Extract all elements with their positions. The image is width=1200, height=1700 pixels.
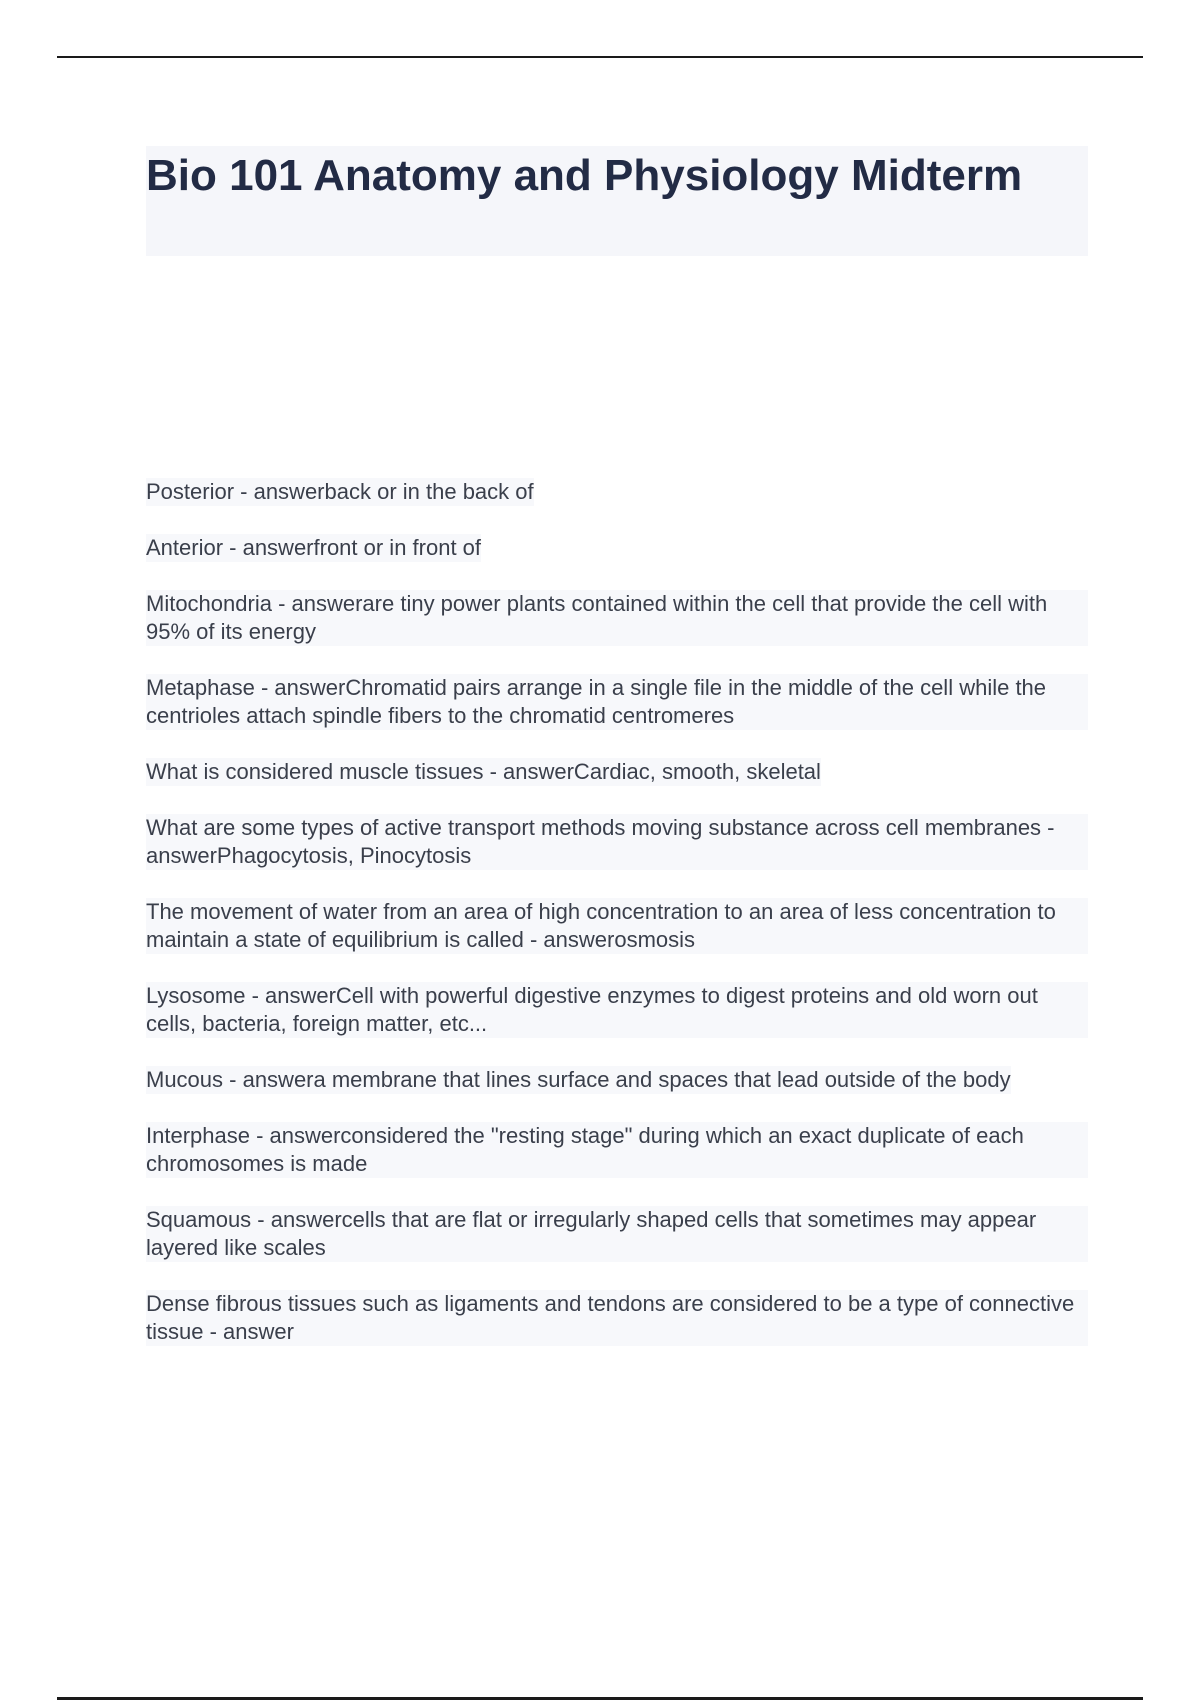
qa-item: Mucous - answera membrane that lines surface and spaces that lead outside of the body [146,1067,1011,1092]
qa-item: What is considered muscle tissues - answerCardiac, smooth, skeletal [146,759,821,784]
qa-item: The movement of water from an area of high concentration to an area of less concentration to maintain a state of equilibrium is called - answerosmosis [146,898,1088,954]
qa-item: Dense fibrous tissues such as ligaments and tendons are considered to be a type of connective tissue - answer [146,1290,1088,1346]
qa-item: Squamous - answercells that are flat or irregularly shaped cells that sometimes may appear layered like scales [146,1206,1088,1262]
qa-item: Metaphase - answerChromatid pairs arrange in a single file in the middle of the cell while the centrioles attach spindle fibers to the chromatid centromeres [146,674,1088,730]
page-title: Bio 101 Anatomy and Physiology Midterm [146,151,1023,200]
qa-item: What are some types of active transport methods moving substance across cell membranes - answerPhagocytosis, Pinocytosis [146,814,1088,870]
qa-item: Interphase - answerconsidered the "resting stage" during which an exact duplicate of each chromosomes is made [146,1122,1088,1178]
qa-item: Mitochondria - answerare tiny power plants contained within the cell that provide the cell with 95% of its energy [146,590,1088,646]
header-divider [57,56,1143,58]
qa-list [146,478,1096,1374]
qa-item: Anterior - answerfront or in front of [146,535,482,560]
qa-item: Lysosome - answerCell with powerful digestive enzymes to digest proteins and old worn out cells, bacteria, foreign matter, etc... [146,982,1088,1038]
qa-item: Posterior - answerback or in the back of [146,479,534,504]
title-block [146,146,1088,256]
